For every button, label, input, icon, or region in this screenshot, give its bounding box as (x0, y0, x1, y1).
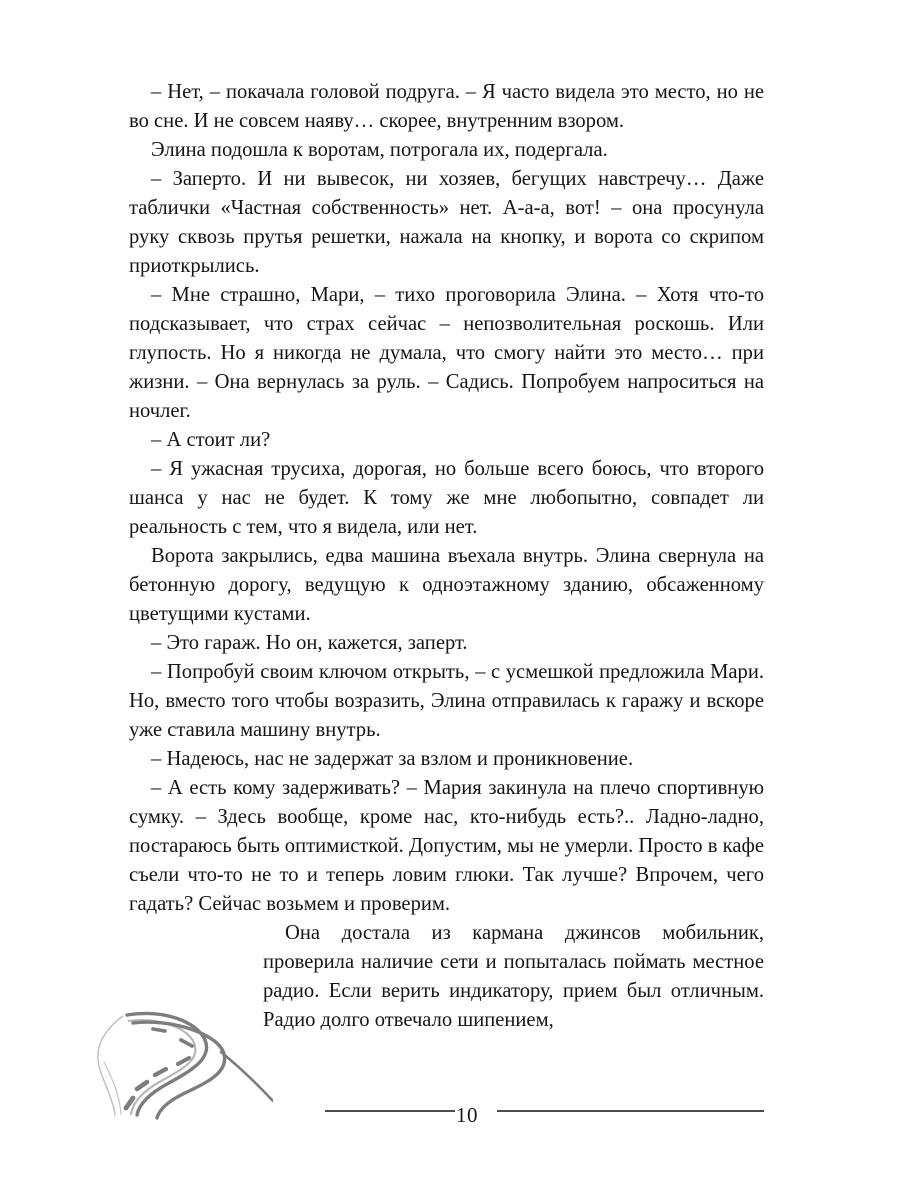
paragraph: Элина подошла к воротам, потрогала их, подергала. (151, 139, 608, 161)
page-body-text (129, 78, 764, 1035)
page-number-value: 10 (456, 1103, 478, 1127)
page-number (0, 1100, 900, 1130)
paragraph: – Нет, – покачала головой подруга. – Я часто видела это место, но не во сне. И не совсем наяву… скорее, внутренним взором. (129, 81, 764, 132)
artwork-text-wrap-spacer (129, 919, 263, 1011)
paragraph: Ворота закрылись, едва машина въехала внутрь. Элина свернула на бетонную дорогу, ведущую к одноэтажному зданию, обсаженному цветущими кустами. (129, 545, 764, 625)
paragraph: – Заперто. И ни вывесок, ни хозяев, бегущих навстречу… Даже таблички «Частная собственность» нет. А-а-а, вот! – она просунула руку сквозь прутья решетки, нажала на кнопку, и ворота со скрипом приоткрылись. (129, 168, 764, 277)
page-footer (0, 1100, 900, 1140)
paragraph: – Я ужасная трусиха, дорогая, но больше всего боюсь, что второго шанса у нас не будет. К тому же мне любопытно, совпадет ли реальность с тем, что я видела, или нет. (129, 458, 764, 538)
paragraph-with-artwork-wrap (129, 919, 764, 1035)
paragraph-text: Она достала из кармана джинсов мобильник, проверила наличие сети и попыталась поймать местное радио. Если верить индикатору, прием был отличным. Радио долго отвечало шипением, (263, 922, 764, 1031)
paragraph: – Мне страшно, Мари, – тихо проговорила Элина. – Хотя что-то подсказывает, что страх сейчас – непозволительная роскошь. Или глупость. Но я никогда не думала, что смогу найти это место… при жизни. – Она вернулась за руль. – Садись. Попробуем напроситься на ночлег. (129, 284, 764, 422)
paragraph: – Надеюсь, нас не задержат за взлом и проникновение. (151, 748, 634, 770)
paragraph: – Это гараж. Но он, кажется, заперт. (151, 632, 468, 654)
paragraph: – А есть кому задерживать? – Мария закинула на плечо спортивную сумку. – Здесь вообще, кроме нас, кто-нибудь есть?.. Ладно-ладно, постараюсь быть оптимисткой. Допустим, мы не умерли. Просто в кафе съели что-то не то и теперь ловим глюки. Так лучше? Впрочем, чего гадать? Сейчас возьмем и проверим. (129, 777, 764, 915)
paragraph: – А стоит ли? (151, 429, 271, 451)
paragraph: – Попробуй своим ключом открыть, – с усмешкой предложила Мари. Но, вместо того чтобы возразить, Элина отправилась к гаражу и вскоре уже ставила машину внутрь. (129, 661, 764, 741)
